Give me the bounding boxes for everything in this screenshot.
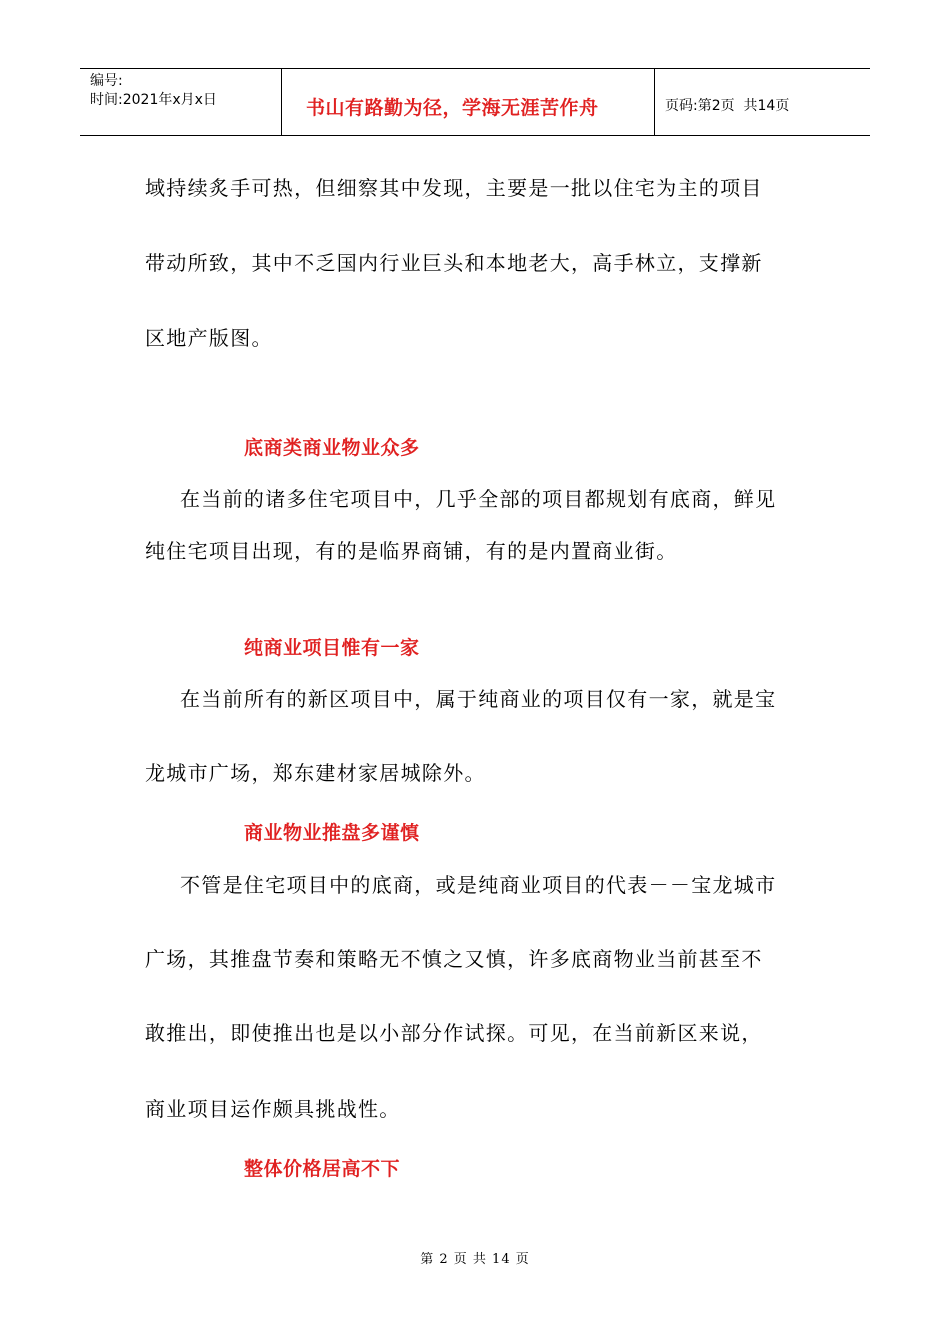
- section-heading-3: 商业物业推盘多谨慎: [244, 822, 420, 844]
- header-meta-cell: [80, 69, 282, 135]
- body-line-1: 域持续炙手可热，但细察其中发现，主要是一批以住宅为主的项目: [145, 176, 763, 200]
- section3-line-3: 敢推出，即使推出也是以小部分作试探。可见，在当前新区来说，: [145, 1021, 763, 1045]
- page-footer: 第 2 页 共 14 页: [420, 1252, 530, 1267]
- section3-line-2: 广场，其推盘节奏和策略无不慎之又慎，许多底商物业当前甚至不: [145, 947, 763, 971]
- document-header: [80, 68, 870, 136]
- section1-line-2: 纯住宅项目出现，有的是临界商铺，有的是内置商业街。: [145, 539, 678, 563]
- section3-line-1: 不管是住宅项目中的底商，或是纯商业项目的代表－－宝龙城市: [180, 873, 777, 897]
- header-time-label: 时间:2021年x月x日: [90, 92, 217, 108]
- section-heading-2: 纯商业项目惟有一家: [244, 637, 420, 659]
- section3-line-4: 商业项目运作颇具挑战性。: [145, 1097, 401, 1121]
- section1-line-1: 在当前的诸多住宅项目中，几乎全部的项目都规划有底商，鲜见: [180, 487, 777, 511]
- header-page-info-cell: [655, 69, 870, 135]
- header-motto: 书山有路勤为径，学海无涯苦作舟: [282, 69, 655, 135]
- section-heading-1: 底商类商业物业众多: [244, 437, 420, 459]
- header-code-label: 编号:: [90, 73, 123, 89]
- body-line-2: 带动所致，其中不乏国内行业巨头和本地老大，高手林立，支撑新: [145, 251, 763, 275]
- section2-line-2: 龙城市广场，郑东建材家居城除外。: [145, 761, 486, 785]
- header-page-info: 页码:第2页 共14页: [665, 98, 790, 114]
- body-line-3: 区地产版图。: [145, 326, 273, 350]
- section2-line-1: 在当前所有的新区项目中，属于纯商业的项目仅有一家，就是宝: [180, 687, 777, 711]
- section-heading-4: 整体价格居高不下: [244, 1158, 401, 1180]
